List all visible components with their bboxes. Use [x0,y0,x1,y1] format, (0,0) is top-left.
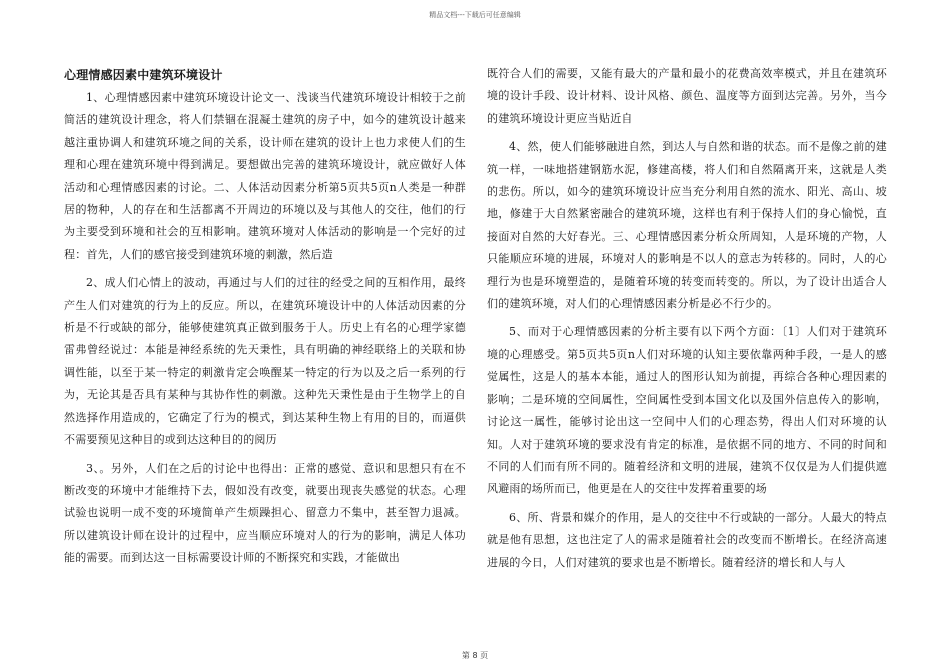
paragraph-3: 3、。另外，人们在之后的讨论中也得出：正常的感觉、意识和思想只有在不断改变的环境中才能维持下去，假如没有改变，就要出现丧失感觉的状态。心理试验也说明一成不变的环境简单产生烦躁担心、留意力不集中，甚至智力退减。所以建筑设计师在设计的过程中，应当顺应环境对人的行为的影响，满足人体功能的需要。而到达这一目标需要设计师的不断探究和实践，才能做出 [64,461,466,565]
paragraph-3-continuation: 既符合人们的需要，又能有最大的产量和最小的花费高效率模式，并且在建筑环境的设计手段、设计材料、设计风格、颜色、温度等方面到达完善。另外，当今的建筑环境设计更应当贴近自 [487,67,887,125]
paragraph-5: 5、而对于心理情感因素的分析主要有以下两个方面：〔1〕人们对于建筑环境的心理感受。第5页共5页n人们对环境的认知主要依靠两种手段，一是人的感觉属性，这是人的基本本能，通过人的图形认知为前提，再综合各种心理因素的影响；二是环境的空间属性，空间属性受到本国文化以及国外信息传入的影响，讨论这一属性，能够讨论出这一空间中人们的心理态势，得出人们对环境的认知。人对于建筑环境的要求没有肯定的标准，是依据不同的地方、不同的时间和不同的人们而有所不同的。随着经济和文明的进展，建筑不仅仅是为人们提供遮风避雨的场所而已，他更是在人的交往中发挥着重要的场 [487,325,887,496]
paragraph-6: 6、所、背景和媒介的作用，是人的交往中不行或缺的一部分。人最大的特点就是他有思想，这也注定了人的需求是随着社会的改变而不断增长。在经济高速进展的今日，人们对建筑的要求也是不断增长。随着经济的增长和人与人 [487,510,887,569]
paragraph-2: 2、成人们心情上的波动，再通过与人们的过往的经受之间的互相作用，最终产生人们对建筑的行为上的反应。所以，在建筑环境设计中的人体活动因素的分析是不行或缺的部分，能够使建筑真正做到服务于人。历史上有名的心理学家德雷弗曾经说过：本能是神经系统的先天秉性，具有明确的神经联络上的关联和协调性能，以至于某一特定的刺激肯定会唤醒某一特定的行为以及之后一系列的行为，无论其是否具有某种与其协作性的刺激。这种先天秉性是由于生物学上的自然选择作用造成的，它确定了行为的模式，到达某种生物上有用的目的，而逼供不需要预见这种目的或到达这种目的的阅历 [64,276,466,447]
paragraph-4: 4、然，使人们能够融进自然，到达人与自然和谐的状态。而不是像之前的建筑一样，一味地搭建钢筋水泥，修建高楼，将人们和自然隔离开来，这就是人类的悲伤。所以，如今的建筑环境设计应当充分利用自然的流水、阳光、高山、坡地，修建于大自然紧密融合的建筑环境，这样也有利于保持人们的身心愉悦，直接面对自然的大好春光。三、心理情感因素分析众所周知，人是环境的产物，人只能顺应环境的进展，环境对人的影响是不以人的意志为转移的。同时，人的心理行为也是环境塑造的，是随着环境的转变而转变的。所以，为了设计出适合人们的建筑环境，对人们的心理情感因素分析是必不行少的。 [487,140,887,311]
page-header: 精品文档---下载后可任意编辑 [429,11,521,19]
page-number: 第 8 页 [461,651,489,660]
paragraph-1: 1、心理情感因素中建筑环境设计论文一、浅谈当代建筑环境设计相较于之前简活的建筑设计理念，将人们禁锢在混凝土建筑的房子中，如今的建筑设计越来越注重协调人和建筑环境之间的关系，设计师在建筑的设计上也力求使人们的生理和心理在建筑环境中得到满足。要想做出完善的建筑环境设计，就应做好人体活动和心理情感因素的讨论。二、人体活动因素分析第5页共5页n人类是一种群居的物种，人的存在和生活都离不开周边的环境以及与其他人的交往，他们的行为主要受到环境和社会的互相影响。建筑环境对人体活动的影响是一个完好的过程：首先，人们的感官接受到建筑环境的刺激，然后造 [64,91,466,261]
right-column [487,63,887,580]
left-column [64,63,466,576]
document-title: 心理情感因素中建筑环境设计 [64,68,223,82]
